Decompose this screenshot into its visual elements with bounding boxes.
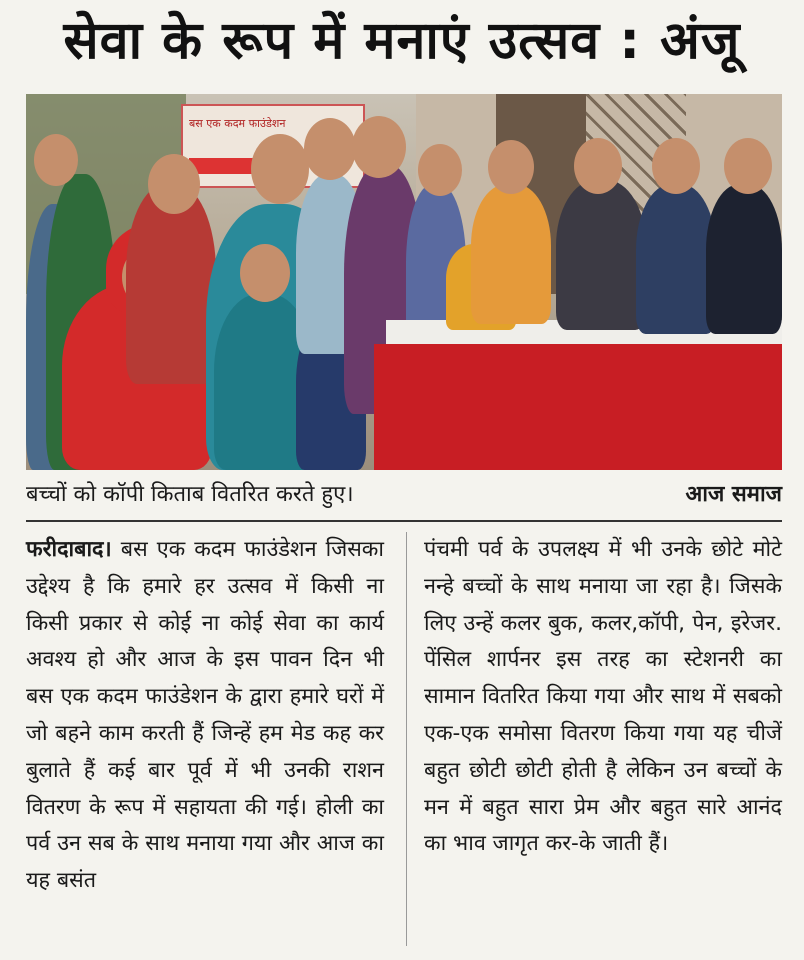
article-column-2 (424, 532, 782, 863)
person-head (652, 138, 700, 194)
column-divider (406, 532, 407, 946)
person-head (304, 118, 356, 180)
newspaper-brand: आज समाज (685, 482, 782, 507)
person-head (240, 244, 290, 302)
person (126, 184, 216, 384)
person (636, 184, 716, 334)
dateline: फरीदाबाद। (26, 537, 112, 562)
article-column-1 (26, 532, 384, 900)
person-head (251, 134, 309, 204)
person-head (34, 134, 78, 186)
headline: सेवा के रूप में मनाएं उत्सव : अंजू (63, 11, 741, 71)
photo-caption: बच्चों को कॉपी किताब वितरित करते हुए। (26, 482, 354, 507)
article-text-1: बस एक कदम फाउंडेशन जिसका उद्देश्य है कि हमारे हर उत्सव में किसी ना किसी प्रकार से कोई ना कोई सेवा का कार्य अवश्य हो और आज के इस पावन दिन भी बस एक कदम फाउंडेशन के द्वारा हमारे घरों में जो बहने काम करती हैं जिन्हें हम मेड कह कर बुलाते हैं कई बार पूर्व में भी उनकी राशन वितरण के रूप में सहायता की गई। होली का पर्व उन सब के साथ मनाया गया और आज का यह बसंत (26, 537, 384, 894)
red-tablecloth (374, 344, 782, 470)
person-head (418, 144, 462, 196)
news-photo (26, 94, 782, 470)
person-head (574, 138, 622, 194)
person-head (488, 140, 534, 194)
person (556, 180, 646, 330)
caption-rule (26, 520, 782, 522)
person (706, 184, 782, 334)
person-head (352, 116, 406, 178)
person-head (724, 138, 772, 194)
person-head (148, 154, 200, 214)
article-text-2: पंचमी पर्व के उपलक्ष्य में भी उनके छोटे मोटे नन्हे बच्चों के साथ मनाया जा रहा है। जिसके लिए उन्हें कलर बुक, कलर,कॉपी, पेन, इरेजर. पेंसिल शार्पनर इस तरह का स्टेशनरी का सामान वितरित किया गया और साथ में सबको एक-एक समोसा वितरण किया गया यह चीजें बहुत छोटी छोटी होती है लेकिन उन बच्चों के मन में बहुत सारा प्रेम और बहुत सारे आनंद का भाव जागृत कर-के जाती हैं। (424, 537, 782, 857)
banner-text: बस एक कदम फाउंडेशन (189, 117, 286, 130)
person (471, 184, 551, 324)
